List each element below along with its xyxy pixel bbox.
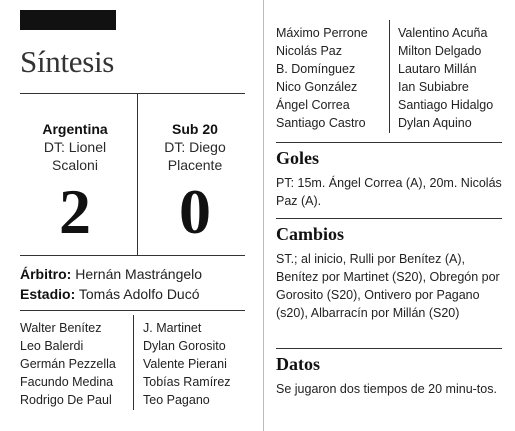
team-home — [20, 120, 130, 174]
divider — [276, 348, 502, 349]
team-coach: DT: Lionel Scaloni — [43, 139, 107, 173]
divider — [20, 93, 245, 94]
divider — [276, 142, 502, 143]
datos-text: Se jugaron dos tiempos de 20 minu-tos. — [276, 382, 497, 396]
player-name: Tobías Ramírez — [143, 375, 231, 389]
player-name: J. Martinet — [143, 321, 202, 335]
team-away — [140, 120, 250, 174]
player-list-sub20-2 — [398, 24, 493, 132]
referee-line — [20, 264, 202, 284]
player-list-sub20-1 — [143, 319, 231, 409]
team-coach: DT: Diego Placente — [164, 139, 226, 173]
column-divider — [263, 0, 264, 431]
player-name: Leo Balerdi — [20, 339, 84, 353]
divider — [389, 20, 390, 133]
page-title: Síntesis — [20, 44, 115, 79]
divider — [133, 315, 134, 410]
player-name: Valente Pierani — [143, 357, 227, 371]
team-name: Sub 20 — [172, 121, 218, 137]
stadium-line — [20, 284, 200, 304]
referee-label: Árbitro: — [20, 266, 72, 282]
player-name: Facundo Medina — [20, 375, 114, 389]
player-name: Milton Delgado — [398, 44, 482, 58]
player-name: Ian Subiabre — [398, 80, 469, 94]
stadium-label: Estadio: — [20, 286, 76, 302]
team-name: Argentina — [42, 121, 108, 137]
player-name: Valentino Acuña — [398, 26, 488, 40]
player-name: Santiago Castro — [276, 116, 366, 130]
player-name: Walter Benítez — [20, 321, 102, 335]
goles-text: PT: 15m. Ángel Correa (A), 20m. Nicolás Paz (A). — [276, 176, 502, 208]
divider — [20, 310, 245, 311]
datos-title: Datos — [276, 354, 320, 374]
referee-name: Hernán Mastrángelo — [75, 266, 203, 282]
divider — [137, 93, 138, 255]
player-name: Dylan Aquino — [398, 116, 472, 130]
player-list-argentina-1 — [20, 319, 116, 409]
player-list-argentina-2 — [276, 24, 368, 132]
player-name: Dylan Gorosito — [143, 339, 226, 353]
header-bar — [20, 10, 116, 30]
player-name: Teo Pagano — [143, 393, 210, 407]
divider — [20, 255, 245, 256]
player-name: Germán Pezzella — [20, 357, 116, 371]
player-name: Lautaro Millán — [398, 62, 477, 76]
stadium-name: Tomás Adolfo Ducó — [78, 286, 200, 302]
player-name: Santiago Hidalgo — [398, 98, 494, 112]
score-home: 2 — [59, 176, 91, 247]
player-name: Nicolás Paz — [276, 44, 342, 58]
player-name: Máximo Perrone — [276, 26, 368, 40]
player-name: B. Domínguez — [276, 62, 356, 76]
cambios-text: ST.; al inicio, Rulli por Benítez (A), Benítez por Martinet (S20), Obregón por Gorosito (S20), Ontivero por Pagano (s20), Albarracín por Millán (S20) — [276, 252, 500, 320]
score-away: 0 — [179, 176, 211, 247]
player-name: Rodrigo De Paul — [20, 393, 112, 407]
cambios-title: Cambios — [276, 224, 345, 244]
goles-title: Goles — [276, 148, 319, 168]
divider — [276, 218, 502, 219]
player-name: Ángel Correa — [276, 98, 350, 112]
player-name: Nico González — [276, 80, 358, 94]
